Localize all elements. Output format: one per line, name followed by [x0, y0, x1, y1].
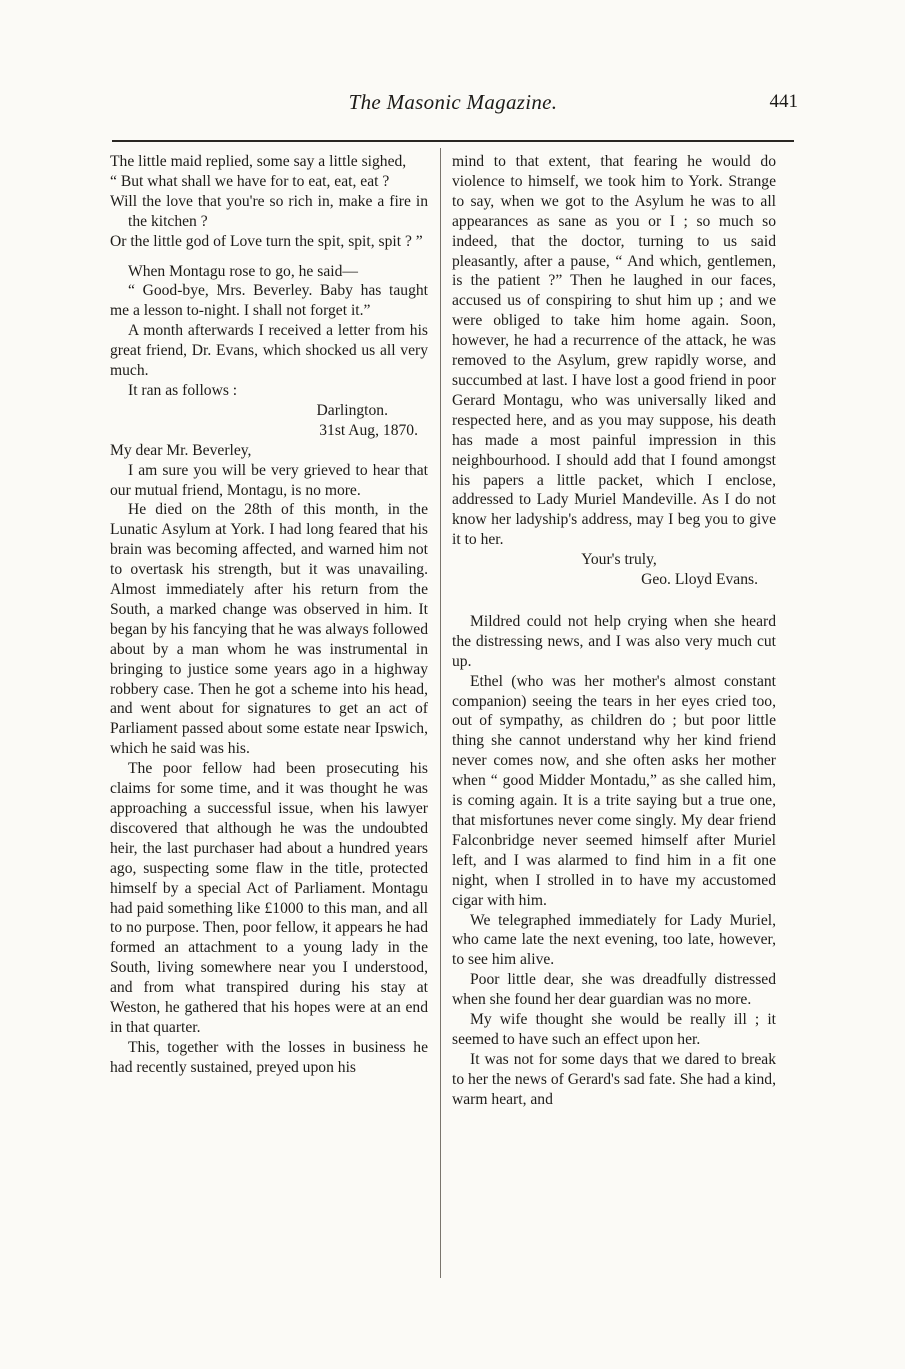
magazine-title: The Masonic Magazine. — [348, 90, 558, 114]
paragraph: “ Good-bye, Mrs. Beverley. Baby has taught me a lesson to-night. I shall not forget it.” — [110, 282, 428, 320]
paragraph: A month afterwards I received a letter from his great friend, Dr. Evans, which shocked us all very much. — [110, 322, 428, 380]
page-number: 441 — [769, 91, 798, 112]
paragraph: Mildred could not help crying when she heard the distressing news, and I was also very much cut up. — [452, 612, 776, 670]
spacer — [452, 590, 776, 612]
paragraph: I am sure you will be very grieved to hear that our mutual friend, Montagu, is no more. — [110, 461, 428, 499]
paragraph: Ethel (who was her mother's almost constant companion) seeing the tears in her eyes cried too, out of sympathy, as children do ; but poor little thing she cannot understand why her kind friend never comes now, and she often asks her mother when “ good Midder Montadu,” as she called him, is coming again. It is a trite saying but a true one, that misfortunes never come singly. My dear friend Falconbridge never seemed himself after Muriel left, and I was alarmed to find him in a fit one night, when I strolled in to have my accustomed cigar with him. — [452, 672, 776, 909]
right-column — [452, 152, 776, 1110]
verse-line: Will the love that you're so rich in, make a fire in the kitchen ? — [110, 192, 428, 230]
paragraph: We telegraphed immediately for Lady Muriel, who came late the next evening, too late, however, to see him alive. — [452, 911, 776, 969]
page-header — [108, 86, 798, 126]
paragraph: mind to that extent, that fearing he would do violence to himself, we took him to York. Strange to say, when we got to the Asylum he was to all appearances as sane as you or I ; so much so indeed, that the doctor, turning to us said pleasantly, after a pause, “ And which, gentlemen, is the patient ?” Then he laughed in our faces, accused us of conspiring to shut him up ; and we were obliged to take him home again. Soon, however, he had a recurrence of the attack, he was removed to the Asylum, grew rapidly worse, and succumbed at last. I have lost a good friend in poor Gerard Montagu, who was universally liked and respected here, and as you may suppose, his death has made a most painful impression in this neighbourhood. I should add that I found amongst his papers a little packet, which I enclose, addressed to Lady Muriel Mandeville. As I do not know her ladyship's address, may I beg you to give it to her. — [452, 153, 776, 549]
paragraph: When Montagu rose to go, he said— — [128, 262, 358, 280]
spacer — [110, 252, 428, 262]
header-rule — [112, 140, 794, 142]
left-column — [110, 152, 428, 1078]
paragraph: He died on the 28th of this month, in the Lunatic Asylum at York. I had long feared that his brain was becoming affected, and warned him not to overtask his strength, but it was unavailing. Almost immediately after his return from the South, a marked change was observed in him. It began by his fancying that he was always followed about by a man whom he was instrumental in bringing to justice some years ago in a highway robbery case. Then he got a scheme into his head, and went about for signatures to get an act of Parliament passed about some estate near Ipswich, which he said was his. — [110, 501, 428, 758]
paragraph: The poor fellow had been prosecuting his claims for some time, and it was thought he was approaching a successful issue, when his lawyer discovered that although he was the undoubted heir, the last purchaser had about a hundred years ago, suspecting some flaw in the title, protected himself by a special Act of Parliament. Montagu had paid something like £1000 to this man, and all to no purpose. Then, poor fellow, it appears he had formed an attachment to a young lady in the South, living somewhere near you I understood, and from what transpired during his stay at Weston, he gathered that his hopes were at an end in that quarter. — [110, 760, 428, 1036]
verse-line: Or the little god of Love turn the spit, spit, spit ? ” — [110, 232, 423, 250]
paragraph: It ran as follows : — [128, 381, 238, 399]
letter-closing: Your's truly, — [581, 551, 657, 569]
paragraph: It was not for some days that we dared to break to her the news of Gerard's sad fate. She had a kind, warm heart, and — [452, 1050, 776, 1108]
letter-place: Darlington. — [316, 401, 388, 419]
letter-date: 31st Aug, 1870. — [319, 421, 418, 439]
paragraph: My wife thought she would be really ill ; it seemed to have such an effect upon her. — [452, 1011, 776, 1048]
verse-line: The little maid replied, some say a little sighed, — [110, 153, 407, 170]
paragraph: Poor little dear, she was dreadfully distressed when she found her dear guardian was no more. — [452, 971, 776, 1009]
paragraph: This, together with the losses in business he had recently sustained, preyed upon his — [110, 1038, 428, 1076]
letter-signature: Geo. Lloyd Evans. — [641, 571, 758, 589]
column-divider — [440, 148, 441, 1278]
verse-line: “ But what shall we have for to eat, eat, eat ? — [110, 172, 390, 190]
letter-salutation: My dear Mr. Beverley, — [110, 441, 252, 459]
